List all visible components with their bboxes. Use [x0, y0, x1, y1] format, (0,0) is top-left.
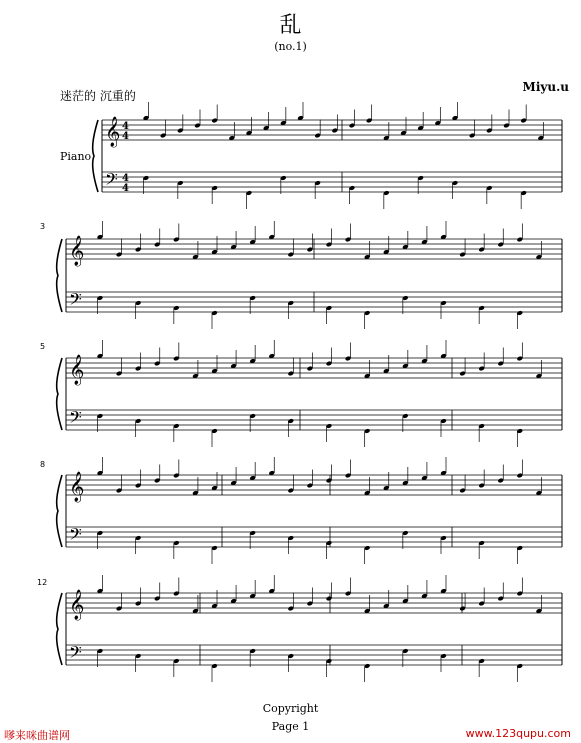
footer-copyright: Copyright — [262, 702, 319, 715]
measure-number: 8 — [40, 460, 46, 469]
treble-clef-icon: 𝄞 — [69, 236, 85, 266]
time-signature-denominator: 4 — [122, 131, 129, 142]
bass-clef-icon: 𝄢 — [69, 642, 82, 666]
measure-number: 12 — [37, 578, 48, 587]
watermark-site-name: 嗲来咪曲谱网 — [4, 729, 70, 742]
grand-staff-brace — [57, 475, 62, 547]
bass-clef-icon: 𝄢 — [69, 407, 82, 431]
grand-staff-brace — [93, 120, 98, 192]
score-title: 乱 — [279, 13, 302, 38]
time-signature-numerator: 4 — [122, 173, 129, 184]
score-subtitle: (no.1) — [274, 40, 307, 53]
treble-clef-icon: 𝄞 — [69, 472, 85, 502]
footer-page-number: Page 1 — [271, 720, 310, 733]
watermark-site-url: www.123qupu.com — [465, 727, 571, 740]
treble-clef-icon: 𝄞 — [69, 590, 85, 620]
bass-clef-icon: 𝄢 — [69, 524, 82, 548]
time-signature-numerator: 4 — [122, 121, 129, 132]
grand-staff-brace — [57, 358, 62, 430]
bass-clef-icon: 𝄢 — [69, 289, 82, 313]
grand-staff-brace — [57, 593, 62, 665]
grand-staff-brace — [57, 239, 62, 312]
treble-clef-icon: 𝄞 — [69, 355, 85, 385]
instrument-label: Piano — [60, 150, 92, 163]
measure-number: 5 — [40, 342, 46, 351]
tempo-marking: 迷茫的 沉重的 — [60, 89, 136, 103]
measure-number: 3 — [40, 222, 46, 231]
composer-name: Miyu.u — [522, 80, 569, 94]
time-signature-denominator: 4 — [122, 183, 129, 194]
bass-clef-icon: 𝄢 — [105, 169, 118, 193]
treble-clef-icon: 𝄞 — [105, 117, 121, 147]
